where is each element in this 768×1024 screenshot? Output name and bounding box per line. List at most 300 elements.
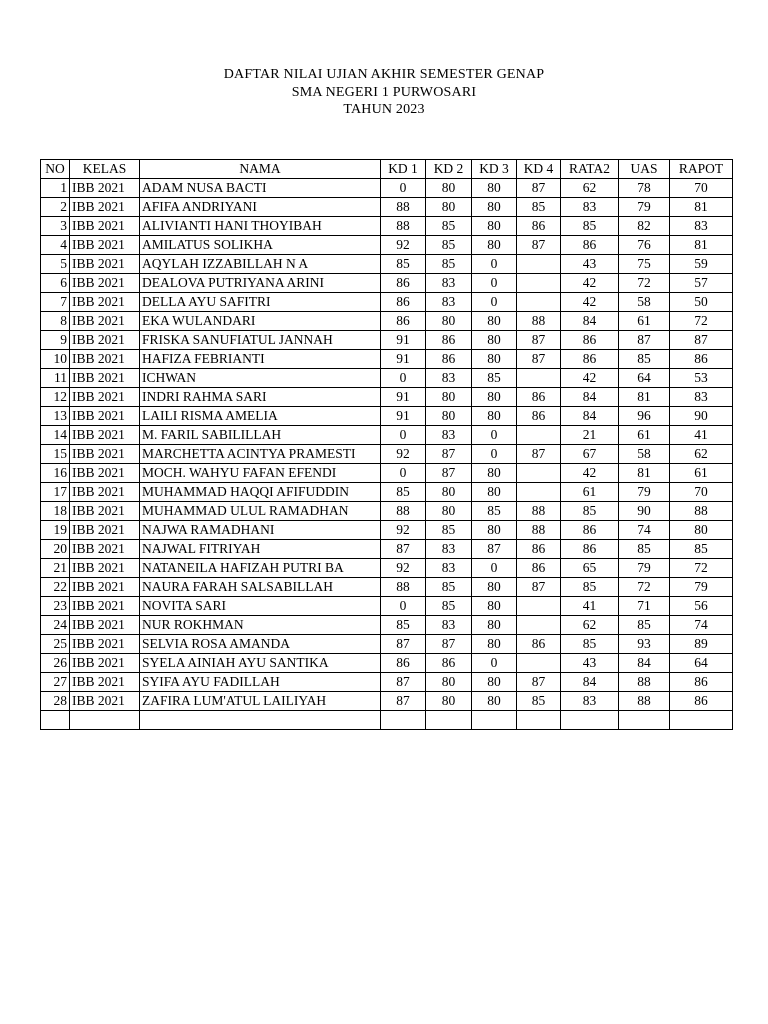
cell-kelas: IBB 2021 xyxy=(70,388,140,407)
cell-no: 27 xyxy=(41,673,70,692)
cell-kelas: IBB 2021 xyxy=(70,559,140,578)
column-header-kd1: KD 1 xyxy=(381,160,426,179)
cell-nama: NAJWA RAMADHANI xyxy=(140,521,381,540)
cell-uas xyxy=(619,711,670,730)
cell-kd1: 0 xyxy=(381,464,426,483)
cell-kd4: 87 xyxy=(517,179,561,198)
cell-kd1: 85 xyxy=(381,255,426,274)
cell-no: 24 xyxy=(41,616,70,635)
cell-rapot: 83 xyxy=(670,217,733,236)
cell-kd1: 0 xyxy=(381,179,426,198)
cell-nama: LAILI RISMA AMELIA xyxy=(140,407,381,426)
column-header-rata2: RATA2 xyxy=(561,160,619,179)
cell-kd4 xyxy=(517,597,561,616)
cell-kd3: 80 xyxy=(472,483,517,502)
cell-kd2: 85 xyxy=(426,597,472,616)
cell-kd2: 83 xyxy=(426,540,472,559)
cell-uas: 81 xyxy=(619,388,670,407)
cell-kd2: 86 xyxy=(426,654,472,673)
cell-kd4 xyxy=(517,483,561,502)
cell-kd2: 80 xyxy=(426,312,472,331)
cell-kd2: 80 xyxy=(426,179,472,198)
cell-nama: MUHAMMAD ULUL RAMADHAN xyxy=(140,502,381,521)
table-row xyxy=(41,179,733,198)
cell-kd3: 80 xyxy=(472,692,517,711)
document-year: TAHUN 2023 xyxy=(343,102,425,117)
cell-uas: 85 xyxy=(619,540,670,559)
cell-uas: 85 xyxy=(619,350,670,369)
cell-rata2: 67 xyxy=(561,445,619,464)
cell-kd3: 80 xyxy=(472,635,517,654)
table-body xyxy=(41,179,733,730)
cell-kelas: IBB 2021 xyxy=(70,597,140,616)
cell-uas: 84 xyxy=(619,654,670,673)
cell-nama: SYELA AINIAH AYU SANTIKA xyxy=(140,654,381,673)
table-row xyxy=(41,711,733,730)
cell-kd2: 85 xyxy=(426,255,472,274)
cell-kd1: 91 xyxy=(381,331,426,350)
cell-kd2 xyxy=(426,711,472,730)
cell-uas: 72 xyxy=(619,578,670,597)
cell-rapot xyxy=(670,711,733,730)
cell-kelas: IBB 2021 xyxy=(70,692,140,711)
cell-kd1: 91 xyxy=(381,350,426,369)
cell-nama: M. FARIL SABILILLAH xyxy=(140,426,381,445)
column-header-rapot: RAPOT xyxy=(670,160,733,179)
cell-kd2: 86 xyxy=(426,350,472,369)
cell-kd3: 80 xyxy=(472,464,517,483)
cell-kd1: 92 xyxy=(381,559,426,578)
cell-rata2: 42 xyxy=(561,464,619,483)
cell-kd1: 87 xyxy=(381,635,426,654)
cell-nama: NATANEILA HAFIZAH PUTRI BA xyxy=(140,559,381,578)
cell-rapot: 80 xyxy=(670,521,733,540)
cell-nama: ALIVIANTI HANI THOYIBAH xyxy=(140,217,381,236)
cell-kd3: 80 xyxy=(472,616,517,635)
cell-no: 17 xyxy=(41,483,70,502)
cell-kd3: 0 xyxy=(472,426,517,445)
table-row xyxy=(41,464,733,483)
cell-kd1: 88 xyxy=(381,198,426,217)
cell-uas: 87 xyxy=(619,331,670,350)
table-row xyxy=(41,445,733,464)
cell-kelas: IBB 2021 xyxy=(70,179,140,198)
cell-rata2: 42 xyxy=(561,293,619,312)
cell-rata2 xyxy=(561,711,619,730)
cell-kd4: 86 xyxy=(517,635,561,654)
cell-kd4: 87 xyxy=(517,445,561,464)
cell-rata2: 43 xyxy=(561,255,619,274)
cell-rapot: 72 xyxy=(670,559,733,578)
cell-kd1: 87 xyxy=(381,540,426,559)
cell-kd3: 80 xyxy=(472,236,517,255)
cell-kelas: IBB 2021 xyxy=(70,293,140,312)
cell-rapot: 62 xyxy=(670,445,733,464)
cell-kd3: 85 xyxy=(472,369,517,388)
cell-kd3: 80 xyxy=(472,407,517,426)
column-header-uas: UAS xyxy=(619,160,670,179)
cell-kelas: IBB 2021 xyxy=(70,464,140,483)
cell-kd1 xyxy=(381,711,426,730)
cell-kd4: 87 xyxy=(517,673,561,692)
cell-nama: HAFIZA FEBRIANTI xyxy=(140,350,381,369)
table-row xyxy=(41,502,733,521)
cell-kd3: 80 xyxy=(472,198,517,217)
cell-nama: INDRI RAHMA SARI xyxy=(140,388,381,407)
cell-kd4 xyxy=(517,293,561,312)
cell-nama: FRISKA SANUFIATUL JANNAH xyxy=(140,331,381,350)
cell-kd4 xyxy=(517,654,561,673)
cell-kd4: 87 xyxy=(517,578,561,597)
document-title: DAFTAR NILAI UJIAN AKHIR SEMESTER GENAP xyxy=(223,67,545,82)
table-row xyxy=(41,198,733,217)
cell-rapot: 79 xyxy=(670,578,733,597)
cell-kd2: 80 xyxy=(426,407,472,426)
cell-uas: 76 xyxy=(619,236,670,255)
cell-kd4: 86 xyxy=(517,388,561,407)
cell-kd2: 80 xyxy=(426,198,472,217)
cell-kd2: 85 xyxy=(426,578,472,597)
cell-no: 14 xyxy=(41,426,70,445)
cell-rapot: 89 xyxy=(670,635,733,654)
column-header-no: NO xyxy=(41,160,70,179)
cell-kelas: IBB 2021 xyxy=(70,331,140,350)
cell-no: 2 xyxy=(41,198,70,217)
cell-kelas: IBB 2021 xyxy=(70,540,140,559)
cell-rata2: 85 xyxy=(561,578,619,597)
table-row xyxy=(41,654,733,673)
cell-kd4: 86 xyxy=(517,540,561,559)
cell-rapot: 50 xyxy=(670,293,733,312)
cell-kd3: 80 xyxy=(472,673,517,692)
cell-kd2: 86 xyxy=(426,331,472,350)
cell-kelas xyxy=(70,711,140,730)
cell-kd3: 80 xyxy=(472,388,517,407)
cell-kd2: 87 xyxy=(426,635,472,654)
column-header-kelas: KELAS xyxy=(70,160,140,179)
table-row xyxy=(41,350,733,369)
cell-nama: SYIFA AYU FADILLAH xyxy=(140,673,381,692)
cell-kd3: 0 xyxy=(472,559,517,578)
cell-kd3: 87 xyxy=(472,540,517,559)
cell-kd2: 83 xyxy=(426,293,472,312)
cell-kd1: 86 xyxy=(381,293,426,312)
cell-rata2: 43 xyxy=(561,654,619,673)
cell-rata2: 62 xyxy=(561,179,619,198)
cell-kelas: IBB 2021 xyxy=(70,483,140,502)
cell-rapot: 70 xyxy=(670,483,733,502)
cell-kd1: 0 xyxy=(381,597,426,616)
cell-nama: MOCH. WAHYU FAFAN EFENDI xyxy=(140,464,381,483)
cell-no: 8 xyxy=(41,312,70,331)
cell-rata2: 85 xyxy=(561,635,619,654)
cell-kd4 xyxy=(517,464,561,483)
cell-rata2: 62 xyxy=(561,616,619,635)
cell-kd1: 92 xyxy=(381,521,426,540)
cell-rapot: 90 xyxy=(670,407,733,426)
table-row xyxy=(41,407,733,426)
cell-kelas: IBB 2021 xyxy=(70,350,140,369)
cell-kd3: 80 xyxy=(472,521,517,540)
cell-kd2: 87 xyxy=(426,464,472,483)
cell-kd1: 88 xyxy=(381,217,426,236)
cell-kd4: 87 xyxy=(517,236,561,255)
cell-rapot: 61 xyxy=(670,464,733,483)
cell-rapot: 81 xyxy=(670,236,733,255)
cell-kelas: IBB 2021 xyxy=(70,616,140,635)
cell-no: 20 xyxy=(41,540,70,559)
cell-no: 21 xyxy=(41,559,70,578)
cell-kd3: 80 xyxy=(472,217,517,236)
cell-uas: 93 xyxy=(619,635,670,654)
cell-nama: SELVIA ROSA AMANDA xyxy=(140,635,381,654)
cell-kd4: 87 xyxy=(517,331,561,350)
column-header-kd2: KD 2 xyxy=(426,160,472,179)
cell-kd2: 85 xyxy=(426,217,472,236)
cell-kd2: 85 xyxy=(426,236,472,255)
cell-kd4: 87 xyxy=(517,350,561,369)
cell-kd2: 83 xyxy=(426,559,472,578)
cell-nama: AMILATUS SOLIKHA xyxy=(140,236,381,255)
cell-rata2: 84 xyxy=(561,312,619,331)
cell-no: 7 xyxy=(41,293,70,312)
cell-no: 26 xyxy=(41,654,70,673)
table-row xyxy=(41,255,733,274)
cell-rata2: 83 xyxy=(561,198,619,217)
cell-uas: 79 xyxy=(619,559,670,578)
cell-kelas: IBB 2021 xyxy=(70,673,140,692)
cell-rata2: 61 xyxy=(561,483,619,502)
cell-no: 10 xyxy=(41,350,70,369)
cell-rapot: 59 xyxy=(670,255,733,274)
cell-kd4: 86 xyxy=(517,407,561,426)
cell-kd4 xyxy=(517,616,561,635)
cell-kd4 xyxy=(517,426,561,445)
cell-no: 6 xyxy=(41,274,70,293)
cell-rapot: 56 xyxy=(670,597,733,616)
table-row xyxy=(41,578,733,597)
cell-kd1: 86 xyxy=(381,274,426,293)
table-row xyxy=(41,293,733,312)
cell-rata2: 21 xyxy=(561,426,619,445)
header-row xyxy=(41,160,733,179)
cell-kd4: 88 xyxy=(517,521,561,540)
cell-uas: 79 xyxy=(619,483,670,502)
cell-no: 3 xyxy=(41,217,70,236)
cell-no: 16 xyxy=(41,464,70,483)
cell-kelas: IBB 2021 xyxy=(70,217,140,236)
cell-rapot: 87 xyxy=(670,331,733,350)
cell-rapot: 81 xyxy=(670,198,733,217)
cell-kd1: 92 xyxy=(381,445,426,464)
cell-kelas: IBB 2021 xyxy=(70,198,140,217)
table-row xyxy=(41,540,733,559)
cell-rapot: 64 xyxy=(670,654,733,673)
cell-kd4 xyxy=(517,274,561,293)
cell-kd1: 87 xyxy=(381,692,426,711)
cell-uas: 90 xyxy=(619,502,670,521)
cell-nama: NUR ROKHMAN xyxy=(140,616,381,635)
cell-kd3: 0 xyxy=(472,654,517,673)
table-row xyxy=(41,597,733,616)
cell-kd3: 80 xyxy=(472,578,517,597)
cell-kd1: 92 xyxy=(381,236,426,255)
cell-kelas: IBB 2021 xyxy=(70,312,140,331)
cell-kd2: 87 xyxy=(426,445,472,464)
cell-no: 19 xyxy=(41,521,70,540)
cell-kd1: 91 xyxy=(381,407,426,426)
cell-uas: 75 xyxy=(619,255,670,274)
table-row xyxy=(41,274,733,293)
grades-table xyxy=(40,159,733,730)
table-row xyxy=(41,426,733,445)
cell-kd4: 88 xyxy=(517,502,561,521)
cell-kelas: IBB 2021 xyxy=(70,274,140,293)
cell-rata2: 85 xyxy=(561,217,619,236)
cell-rata2: 84 xyxy=(561,388,619,407)
cell-no: 22 xyxy=(41,578,70,597)
cell-no: 25 xyxy=(41,635,70,654)
cell-nama: NOVITA SARI xyxy=(140,597,381,616)
cell-kd3: 0 xyxy=(472,274,517,293)
table-row xyxy=(41,559,733,578)
cell-no: 12 xyxy=(41,388,70,407)
cell-kd2: 80 xyxy=(426,502,472,521)
cell-rapot: 88 xyxy=(670,502,733,521)
cell-kd3: 0 xyxy=(472,293,517,312)
cell-no: 1 xyxy=(41,179,70,198)
table-row xyxy=(41,312,733,331)
cell-kelas: IBB 2021 xyxy=(70,502,140,521)
cell-kd1: 88 xyxy=(381,578,426,597)
cell-kelas: IBB 2021 xyxy=(70,236,140,255)
cell-nama xyxy=(140,711,381,730)
cell-uas: 88 xyxy=(619,673,670,692)
column-header-kd3: KD 3 xyxy=(472,160,517,179)
cell-kd1: 91 xyxy=(381,388,426,407)
cell-kelas: IBB 2021 xyxy=(70,255,140,274)
cell-kelas: IBB 2021 xyxy=(70,521,140,540)
cell-kd3: 80 xyxy=(472,350,517,369)
cell-rata2: 65 xyxy=(561,559,619,578)
cell-rata2: 42 xyxy=(561,274,619,293)
cell-nama: ICHWAN xyxy=(140,369,381,388)
cell-kelas: IBB 2021 xyxy=(70,654,140,673)
cell-rapot: 85 xyxy=(670,540,733,559)
cell-kd2: 80 xyxy=(426,673,472,692)
cell-kd1: 85 xyxy=(381,483,426,502)
cell-rata2: 84 xyxy=(561,407,619,426)
cell-rata2: 86 xyxy=(561,236,619,255)
table-row xyxy=(41,483,733,502)
cell-kelas: IBB 2021 xyxy=(70,369,140,388)
cell-rata2: 86 xyxy=(561,521,619,540)
table-row xyxy=(41,331,733,350)
cell-kd4 xyxy=(517,255,561,274)
cell-uas: 58 xyxy=(619,293,670,312)
cell-uas: 74 xyxy=(619,521,670,540)
cell-nama: ADAM NUSA BACTI xyxy=(140,179,381,198)
cell-kd4: 86 xyxy=(517,217,561,236)
cell-rata2: 86 xyxy=(561,350,619,369)
cell-uas: 61 xyxy=(619,426,670,445)
cell-uas: 71 xyxy=(619,597,670,616)
cell-rapot: 41 xyxy=(670,426,733,445)
table-row xyxy=(41,369,733,388)
cell-rapot: 86 xyxy=(670,673,733,692)
cell-rata2: 41 xyxy=(561,597,619,616)
cell-kd3: 0 xyxy=(472,255,517,274)
cell-no: 28 xyxy=(41,692,70,711)
cell-kd1: 88 xyxy=(381,502,426,521)
cell-rapot: 53 xyxy=(670,369,733,388)
column-header-nama: NAMA xyxy=(140,160,381,179)
table-row xyxy=(41,388,733,407)
cell-uas: 72 xyxy=(619,274,670,293)
table-row xyxy=(41,236,733,255)
school-name: SMA NEGERI 1 PURWOSARI xyxy=(291,84,477,100)
cell-no: 11 xyxy=(41,369,70,388)
cell-kd3: 80 xyxy=(472,312,517,331)
cell-kd2: 80 xyxy=(426,483,472,502)
cell-uas: 79 xyxy=(619,198,670,217)
cell-kd2: 83 xyxy=(426,274,472,293)
cell-kelas: IBB 2021 xyxy=(70,445,140,464)
cell-no: 4 xyxy=(41,236,70,255)
cell-nama: AFIFA ANDRIYANI xyxy=(140,198,381,217)
cell-rata2: 86 xyxy=(561,331,619,350)
cell-rapot: 74 xyxy=(670,616,733,635)
cell-no: 5 xyxy=(41,255,70,274)
cell-nama: DEALOVA PUTRIYANA ARINI xyxy=(140,274,381,293)
cell-uas: 64 xyxy=(619,369,670,388)
column-header-kd4: KD 4 xyxy=(517,160,561,179)
cell-kd3 xyxy=(472,711,517,730)
cell-nama: MUHAMMAD HAQQI AFIFUDDIN xyxy=(140,483,381,502)
cell-kd2: 80 xyxy=(426,388,472,407)
table-row xyxy=(41,635,733,654)
cell-rapot: 86 xyxy=(670,692,733,711)
cell-kd1: 87 xyxy=(381,673,426,692)
cell-uas: 78 xyxy=(619,179,670,198)
cell-kd4: 86 xyxy=(517,559,561,578)
cell-no: 13 xyxy=(41,407,70,426)
cell-kd2: 83 xyxy=(426,369,472,388)
cell-no: 23 xyxy=(41,597,70,616)
cell-kelas: IBB 2021 xyxy=(70,578,140,597)
cell-uas: 81 xyxy=(619,464,670,483)
cell-kd1: 85 xyxy=(381,616,426,635)
cell-uas: 82 xyxy=(619,217,670,236)
table-row xyxy=(41,521,733,540)
cell-kd4: 85 xyxy=(517,692,561,711)
cell-rata2: 42 xyxy=(561,369,619,388)
cell-no: 9 xyxy=(41,331,70,350)
cell-nama: NAJWAL FITRIYAH xyxy=(140,540,381,559)
cell-nama: MARCHETTA ACINTYA PRAMESTI xyxy=(140,445,381,464)
cell-kd4 xyxy=(517,369,561,388)
cell-rata2: 84 xyxy=(561,673,619,692)
cell-kd2: 80 xyxy=(426,692,472,711)
cell-kd3: 85 xyxy=(472,502,517,521)
cell-kd3: 0 xyxy=(472,445,517,464)
cell-nama: EKA WULANDARI xyxy=(140,312,381,331)
cell-kd2: 83 xyxy=(426,426,472,445)
cell-uas: 88 xyxy=(619,692,670,711)
cell-kd3: 80 xyxy=(472,331,517,350)
cell-no: 18 xyxy=(41,502,70,521)
cell-kd1: 0 xyxy=(381,369,426,388)
